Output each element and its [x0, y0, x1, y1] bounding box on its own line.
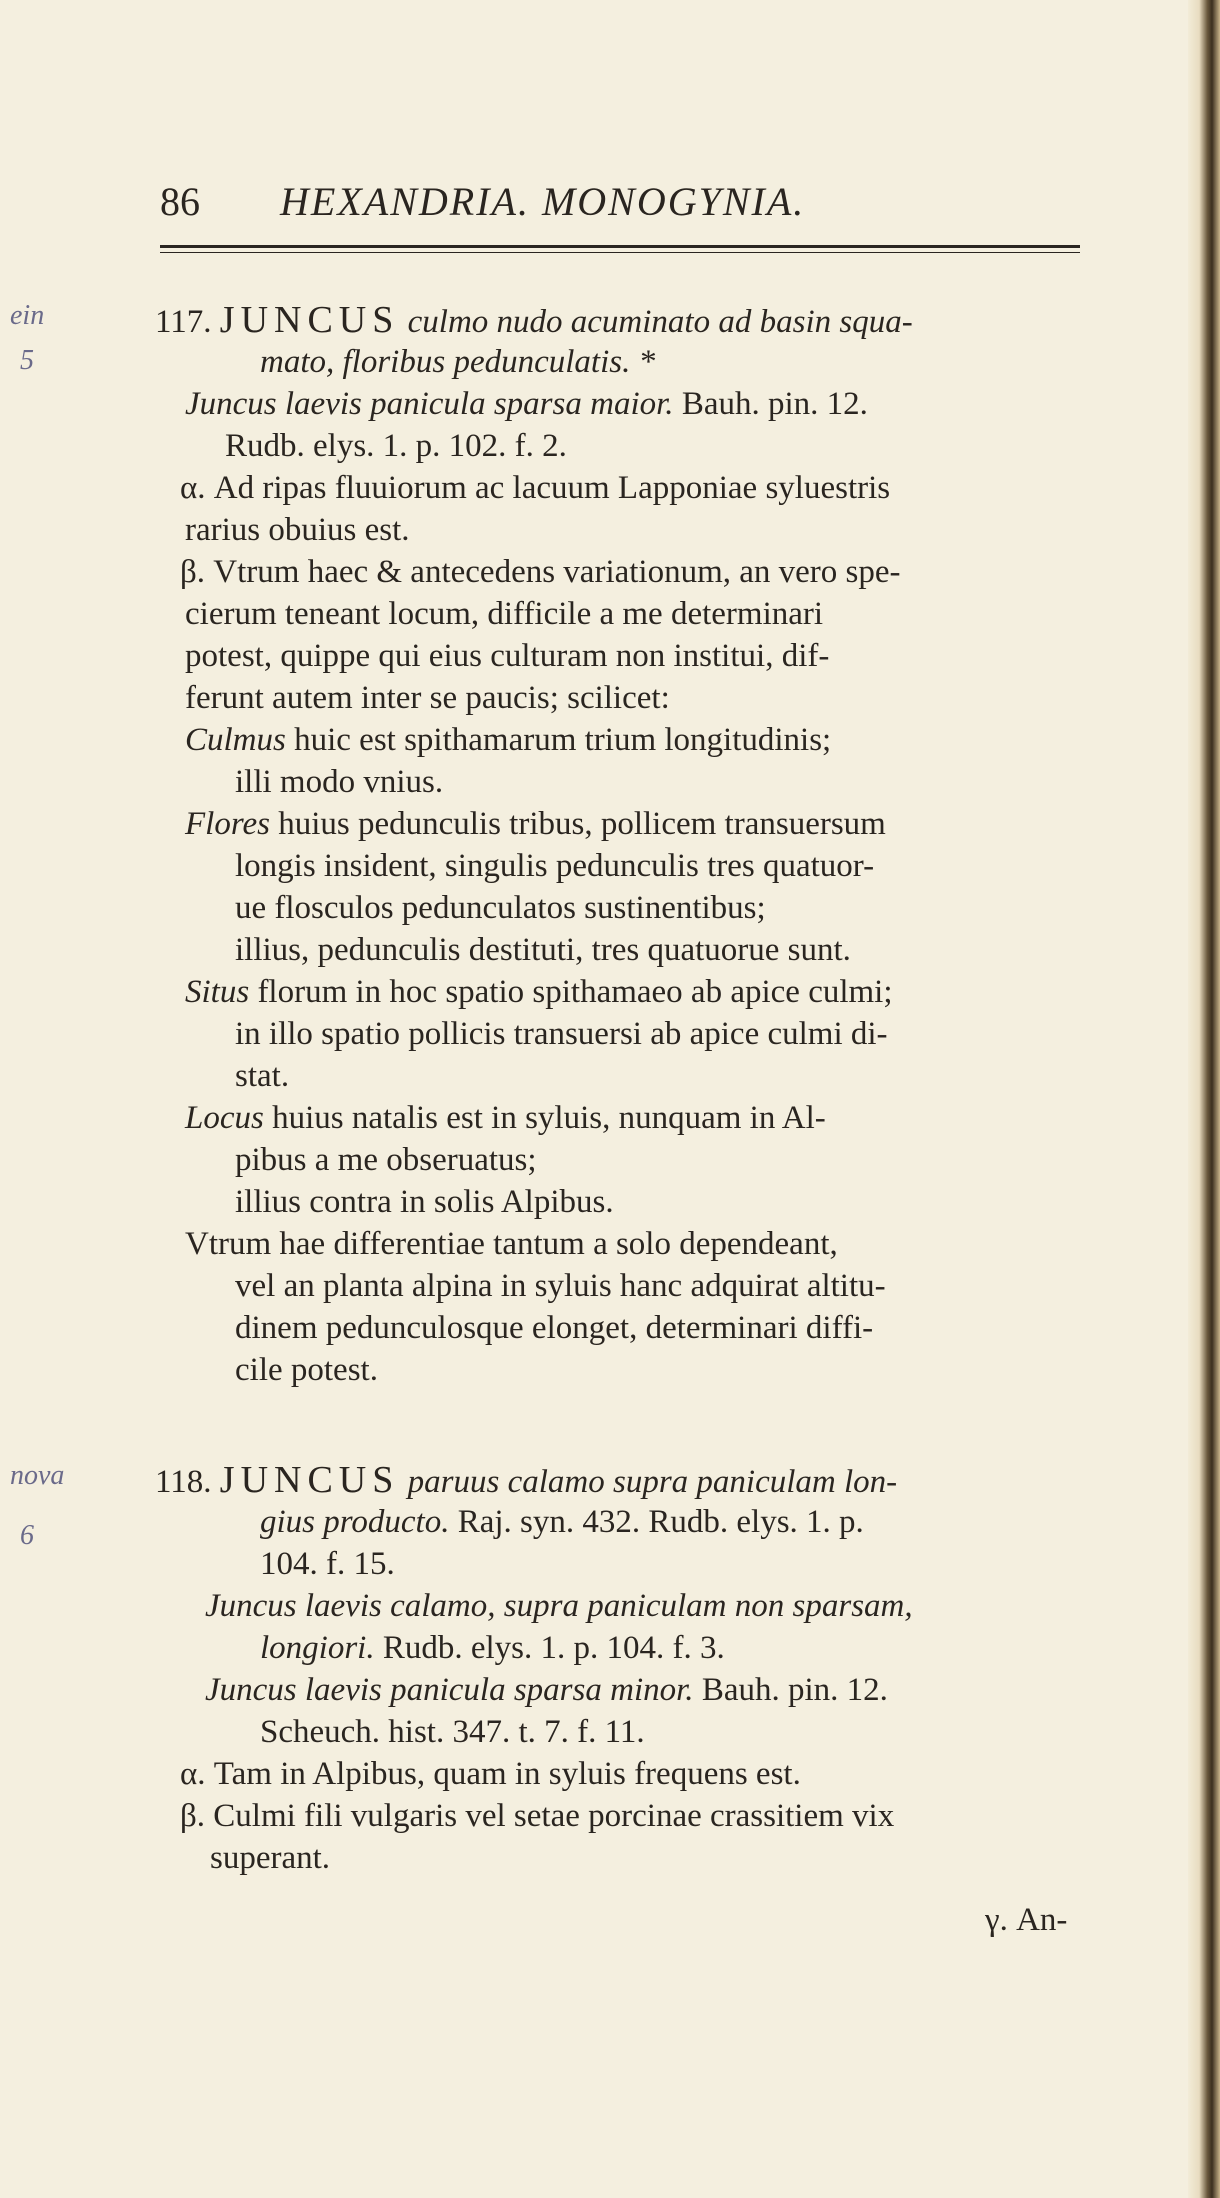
margin-note: ein [10, 300, 45, 331]
running-title: HEXANDRIA. MONOGYNIA. [280, 179, 806, 224]
text-segment: JUNCUS [219, 1459, 400, 1501]
text-segment: Culmus [185, 722, 286, 758]
text-line [235, 1308, 873, 1348]
text-segment: Bauh. pin. 12. [693, 1672, 888, 1708]
text-segment: 104. f. 15. [260, 1546, 395, 1582]
text-line [180, 1796, 894, 1836]
text-line [185, 720, 831, 760]
text-line [180, 1754, 801, 1794]
text-line [260, 1502, 864, 1542]
text-segment: Juncus laevis panicula sparsa maior. [185, 386, 674, 422]
text-segment: cile potest. [235, 1352, 378, 1388]
text-line [235, 1350, 378, 1390]
text-segment: Locus [185, 1100, 264, 1136]
text-line [235, 1014, 888, 1054]
text-segment: 118. [155, 1464, 220, 1500]
text-line [155, 300, 913, 342]
text-line [235, 1140, 537, 1180]
text-segment: Situs [185, 974, 250, 1010]
text-segment: Flores [185, 806, 270, 842]
text-line [185, 972, 893, 1012]
text-segment: florum in hoc spatio spithamaeo ab apice culmi; [249, 974, 893, 1010]
text-line [235, 1182, 614, 1222]
text-segment: Juncus laevis calamo, supra paniculam non sparsam, [205, 1588, 913, 1624]
page-edge [1188, 0, 1220, 2198]
text-segment: γ. An- [985, 1902, 1068, 1938]
margin-note: nova [10, 1460, 65, 1491]
text-line [185, 636, 829, 676]
text-segment: Rudb. elys. 1. p. 102. f. 2. [225, 428, 567, 464]
text-segment: Juncus laevis panicula sparsa minor. [205, 1672, 694, 1708]
text-segment: ue flosculos pedunculatos sustinentibus; [235, 890, 766, 926]
text-line [225, 426, 567, 466]
text-line [260, 1628, 725, 1668]
text-segment: culmo nudo acuminato ad basin squa- [399, 304, 913, 340]
text-segment: 117. [155, 304, 220, 340]
text-segment: Vtrum hae differentiae tantum a solo dependeant, [185, 1226, 838, 1262]
text-segment: pibus a me obseruatus; [235, 1142, 537, 1178]
text-segment: dinem pedunculosque elonget, determinari diffi- [235, 1310, 874, 1346]
text-segment: β. Culmi fili vulgaris vel setae porcinae crassitiem vix [180, 1798, 895, 1834]
text-segment: cierum teneant locum, difficile a me determinari [185, 596, 824, 632]
header-rule [160, 245, 1080, 248]
text-segment: in illo spatio pollicis transuersi ab apice culmi di- [235, 1016, 888, 1052]
text-line [180, 468, 890, 508]
text-line [260, 1544, 395, 1584]
text-segment: Bauh. pin. 12. [673, 386, 868, 422]
text-segment: ferunt autem inter se paucis; scilicet: [185, 680, 670, 716]
text-segment: mato, floribus pedunculatis. * [260, 344, 656, 380]
text-line [155, 1460, 897, 1502]
text-segment: huic est spithamarum trium longitudinis; [285, 722, 832, 758]
text-segment: illius contra in solis Alpibus. [235, 1184, 614, 1220]
text-segment: α. Ad ripas fluuiorum ac lacuum Lapponiae syluestris [180, 470, 891, 506]
text-line [185, 1098, 826, 1138]
text-line [185, 678, 670, 718]
page-header [160, 178, 1080, 238]
text-segment: α. Tam in Alpibus, quam in syluis frequens est. [180, 1756, 801, 1792]
text-segment: superant. [210, 1840, 331, 1876]
text-line [260, 342, 655, 382]
text-segment: paruus calamo supra paniculam lon- [399, 1464, 898, 1500]
text-line [235, 762, 443, 802]
margin-note: 6 [20, 1520, 34, 1551]
text-line [185, 1224, 838, 1264]
text-line [235, 888, 766, 928]
text-segment: longis insident, singulis pedunculis tres quatuor- [235, 848, 875, 884]
text-segment: Raj. syn. 432. Rudb. elys. 1. p. [449, 1504, 864, 1540]
text-line [260, 1712, 645, 1752]
text-segment: longiori. [260, 1630, 375, 1666]
text-line [180, 552, 901, 592]
header-rule-thin [160, 252, 1080, 253]
text-segment: illi modo vnius. [235, 764, 444, 800]
text-line [205, 1586, 913, 1626]
text-segment: Rudb. elys. 1. p. 104. f. 3. [374, 1630, 725, 1666]
text-line [985, 1900, 1067, 1940]
text-segment: rarius obuius est. [185, 512, 410, 548]
text-line [185, 594, 823, 634]
text-line [235, 930, 851, 970]
text-line [185, 804, 886, 844]
text-segment: huius natalis est in syluis, nunquam in Al- [263, 1100, 826, 1136]
text-line [185, 384, 868, 424]
text-segment: gius producto. [260, 1504, 450, 1540]
text-segment: illius, pedunculis destituti, tres quatuorue sunt. [235, 932, 851, 968]
text-segment: potest, quippe qui eius culturam non institui, dif- [185, 638, 830, 674]
text-line [235, 1266, 886, 1306]
text-segment: β. Vtrum haec & antecedens variationum, an vero spe- [180, 554, 901, 590]
margin-note: 5 [20, 345, 34, 376]
text-segment: stat. [235, 1058, 290, 1094]
text-segment: Scheuch. hist. 347. t. 7. f. 11. [260, 1714, 645, 1750]
page-number: 86 [160, 179, 200, 224]
text-segment: JUNCUS [219, 299, 400, 341]
text-segment: huius pedunculis tribus, pollicem transuersum [269, 806, 886, 842]
text-line [205, 1670, 888, 1710]
text-line [235, 1056, 289, 1096]
text-line [185, 510, 410, 550]
text-segment: vel an planta alpina in syluis hanc adquirat altitu- [235, 1268, 886, 1304]
text-line [210, 1838, 330, 1878]
text-line [235, 846, 874, 886]
